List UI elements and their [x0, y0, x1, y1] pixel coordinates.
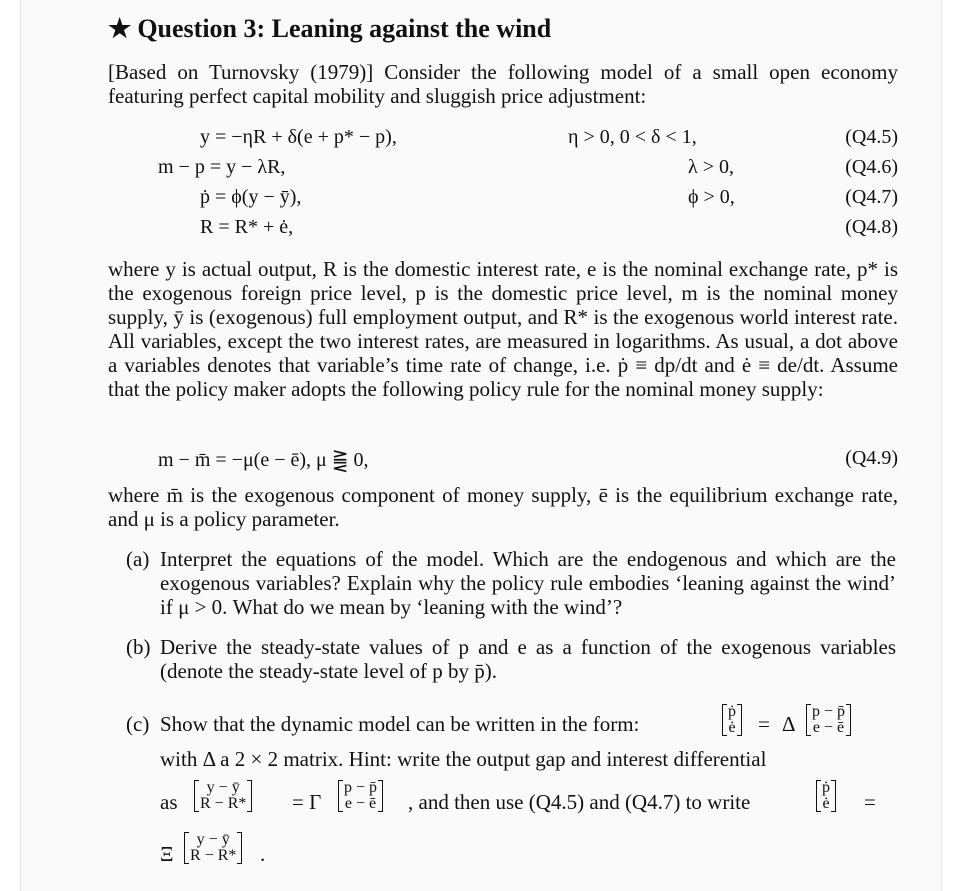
definitions-paragraph: where y is actual output, R is the domestic interest rate, e is the nominal exchange rate, p* is the exogenous foreign price level, p is the domestic price level, m is the nominal money supply, ȳ is (exogenous) full employment output, and R* is the exogenous world interest rate. All variables, except the two interest rates, are measured in logarithms. As usual, a dot above a variables denotes that variable’s time rate of change, i.e. ṗ ≡ dp/dt and ė ≡ de/dt. Assume that the policy maker adopts the following policy rule for the nominal money supply:: [108, 257, 898, 401]
part-label: (b): [126, 635, 151, 659]
as-word: as: [160, 790, 178, 814]
output-gap-vector: [184, 832, 242, 864]
part-c: [126, 704, 898, 884]
vector-entry: ė: [728, 719, 736, 736]
document-page: [20, 0, 942, 891]
equation-label: (Q4.7): [845, 186, 898, 208]
question-title-text: Question 3: Leaning against the wind: [137, 14, 552, 43]
gap-vector: [338, 780, 383, 812]
vector-entry: y − ȳ: [196, 831, 230, 848]
after-rule-paragraph: where m̄ is the exogenous component of money supply, ē is the equilibrium exchange rate, and μ is a policy parameter.: [108, 483, 898, 531]
period: .: [260, 842, 266, 866]
equation-condition: η > 0, 0 < δ < 1,: [568, 126, 697, 148]
vector-entry: p − p̄: [812, 703, 846, 720]
equals-sign: =: [758, 712, 770, 736]
gamma-symbol: = Γ: [292, 790, 322, 814]
vector-entry: R − R*: [200, 795, 247, 812]
equation-row: [108, 216, 898, 240]
matrix-bracket: [194, 780, 252, 812]
equation-body: m − p = y − λR,: [158, 156, 286, 178]
equation-label: (Q4.5): [845, 126, 898, 148]
vector-entry: ṗ: [728, 703, 736, 720]
gap-vector: [806, 704, 851, 736]
part-label: (a): [126, 547, 150, 571]
hint-line: with Δ a 2 × 2 matrix. Hint: write the output gap and interest differential: [160, 747, 767, 771]
question-title: [108, 14, 551, 44]
equals-sign: =: [864, 790, 876, 814]
equation-row: [108, 156, 898, 180]
equation-label: (Q4.8): [845, 216, 898, 238]
vector-entry: e − ē: [344, 795, 377, 812]
intro-paragraph: [Based on Turnovsky (1979)] Consider the following model of a small open economy featuring perfect capital mobility and sluggish price adjustment:: [108, 60, 898, 108]
part-text: Show that the dynamic model can be written in the form:: [160, 712, 640, 736]
matrix-bracket: [816, 780, 836, 812]
matrix-bracket: [722, 704, 742, 736]
matrix-bracket: [184, 832, 242, 864]
part-text: Derive the steady-state values of p and e as a function of the exogenous variables (denote the steady-state level of p by p̄).: [160, 635, 896, 683]
vector-entry: ė: [822, 795, 830, 812]
state-dot-vector: [722, 704, 742, 736]
equation-body: ṗ = ϕ(y − ȳ),: [200, 186, 302, 208]
vector-entry: y − ȳ: [206, 779, 240, 796]
state-dot-vector: [816, 780, 836, 812]
vector-entry: e − ē: [812, 719, 845, 736]
vector-entry: R − R*: [190, 847, 237, 864]
hint-continuation: , and then use (Q4.5) and (Q4.7) to write: [408, 790, 751, 814]
matrix-bracket: [338, 780, 383, 812]
equation-condition: ϕ > 0,: [688, 186, 735, 208]
equation-body: R = R* + ė,: [200, 216, 294, 238]
equation-row: [108, 186, 898, 210]
equation-row: [108, 126, 898, 150]
equation-label: (Q4.9): [845, 447, 898, 469]
equation-label: (Q4.6): [845, 156, 898, 178]
part-label: (c): [126, 712, 150, 736]
vector-entry: ṗ: [822, 779, 830, 796]
output-gap-vector: [194, 780, 252, 812]
policy-rule-row: [108, 447, 898, 471]
xi-symbol: Ξ: [160, 842, 174, 866]
policy-rule-equation: m − m̄ = −μ(e − ē), μ ⪌ 0,: [158, 449, 369, 471]
matrix-bracket: [806, 704, 851, 736]
part-text: Interpret the equations of the model. Which are the endogenous and which are the exogenous variables? Explain why the policy rule embodies ‘leaning against the wind’ if μ > 0. What do we mean by ‘leaning with the wind’?: [160, 547, 896, 619]
equation-body: y = −ηR + δ(e + p* − p),: [200, 126, 397, 148]
equation-condition: λ > 0,: [688, 156, 734, 178]
vector-entry: p − p̄: [344, 779, 378, 796]
star-icon: ★: [108, 14, 132, 43]
delta-symbol: Δ: [782, 712, 796, 736]
